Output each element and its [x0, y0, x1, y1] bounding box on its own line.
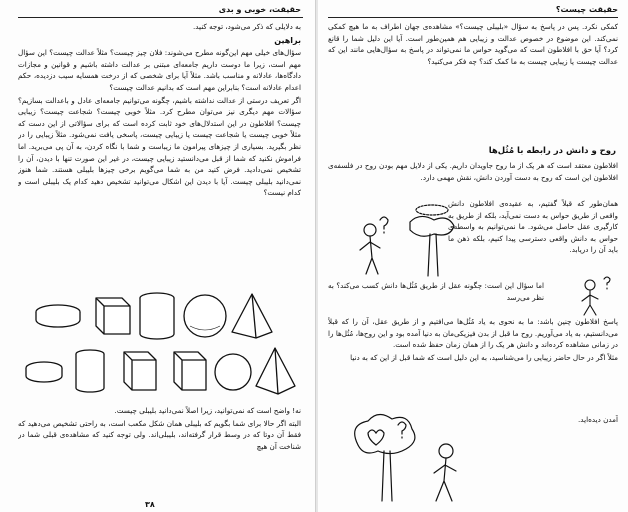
right-wrapped-text-1: [448, 198, 618, 280]
paragraph: همان‌طور که قبلاً گفتیم، به عقیده‌ی افلاطون دانش واقعی از طریق حواس به دست نمی‌آید، بلکه از طریق به کارگیری عقل حاصل می‌شود. ما نمی‌توانیم به واسطه‌ی حواس به دانش واقعی دسترسی پیدا کنیم، بلکه ذهن ما باید آن را دریابد.: [448, 199, 618, 255]
section-heading-soul-knowledge: روح و دانش در رابطه با مُثُل‌ها: [488, 146, 616, 156]
right-wrapped-text-2: [328, 280, 544, 316]
paragraph: مثلاً اگر در حال حاضر زیبایی را می‌شناسید، به این دلیل است که شما قبل از این که به دنیا: [350, 352, 618, 362]
left-top-text: [18, 21, 301, 283]
question-mark-icon: [604, 277, 610, 289]
halo-icon: [416, 205, 448, 215]
right-running-head: حقیقت چیست؟: [555, 5, 618, 14]
disc-shape: [36, 305, 80, 327]
person-body: [360, 236, 380, 274]
tree-canopy: [355, 414, 415, 453]
paragraph: اگر تعریف درستی از عدالت نداشته باشیم، چگونه می‌توانیم جامعه‌ای عادل و باعدالت بسازیم؟ سؤالات مهم دیگری نیز می‌توان مطرح کرد. مثلاً خوبی چیست؟ شجاعت چیست؟ زیبایی چیست؟ افلاطون در این استدلال‌های خود ثابت کرده است که برای سؤالاتی از این دست که مثلاً خوبی چیست یا شجاعت چیست یا زیبایی چیست، پاسخی یافت نمی‌شود. مثلاً زیبایی را در نظر بگیرید. بسیاری از چیزهای پیرامون ما زیباست و شما با نگاه کردن، به آن پی می‌برید. اما فراموش نکنید که شما از قبل می‌دانستید زیبایی چیست، در غیر این صورت تنها با دیدن، آن را تشخیص نمی‌دادید. فرض کنید من به شما می‌گویم برخی چیزها بلیبلی هستند. شما هنوز نمی‌دانید بلیبلی چیست. آیا با دیدن این اشکال می‌توانید تشخیص دهید کدام یک بلیبلی است و کدام نیست؟: [18, 95, 301, 198]
right-intro-text: [328, 21, 618, 143]
paragraph: اما سؤال این است: چگونه عقل از طریق مُثُل‌ها دانش کسب می‌کند؟ به نظر می‌رسد: [328, 281, 544, 302]
pyramid-shape: [256, 348, 295, 394]
right-paragraph-3: [328, 316, 618, 414]
question-mark-icon: [398, 422, 406, 438]
tree-trunk: [428, 234, 438, 276]
figure-with-question-mark-illustration: [560, 275, 618, 317]
sphere-shape: [215, 354, 251, 390]
cube-shape: [96, 298, 130, 334]
tree-canopy: [410, 216, 454, 236]
thinker-with-heart-tree-illustration: [328, 405, 478, 505]
disc-shape: [26, 362, 62, 382]
paragraph: سؤال‌های خیلی مهم این‌گونه مطرح می‌شوند: فلان چیز چیست؟ مثلاً عدالت چیست؟ این سؤال مهم است، زیرا ما دوست داریم جامعه‌ای مبتنی بر عدالت داشته باشیم و قوانین و مجازات دادگاه‌ها، عادلانه و مناسب باشد. مثلاً آیا برای شخصی که از درخت همسایه سیب دزدیده، حکم اعدام عادلانه است؟ بنابراین مهم است که بدانیم عدالت چیست؟: [18, 48, 301, 92]
paragraph: افلاطون معتقد است که هر یک از ما روح جاویدان داریم. یکی از دلایل مهم بودن روح در فلسفه‌ی افلاطون این است که روح به دست آوردن دانش، نقش مهمی دارد.: [328, 161, 618, 182]
paragraph: کمکی نکرد. پس در پاسخ به سؤال «بلیبلی چیست؟» مشاهده‌ی جهان اطراف به ما هیچ کمکی نمی‌کند. این موضوع در خصوص عدالت و زیبایی هم همین‌طور است. آیا این دلیل شما را قانع کرد؟ آیا حق با افلاطون است که می‌گوید حواس ما نمی‌تواند در پاسخ به سؤال‌هایی مانند این که عدالت چیست یا زیبایی چیست به ما کمک کند؟ چه فکر می‌کنید؟: [328, 22, 618, 66]
cube-shape: [124, 352, 156, 390]
page-number: ۳۸: [145, 500, 155, 509]
person-body: [434, 458, 456, 501]
intro-line: به دلایلی که ذکر می‌شود، توجه کنید.: [192, 22, 301, 31]
left-running-head: حقیقت، خوبی و بدی: [218, 5, 301, 14]
paragraph: پاسخ افلاطون چنین باشد: ما به نحوی به یاد مُثُل‌ها می‌افتیم و از طریق عقل، آن را که قبلاً می‌دانستیم، به یاد می‌آوریم. روح ما قبل از بدن فیزیکی‌مان به دنیا آمده بود و این روح‌ها، مُثُل‌ها را در زمانی مشاهده کرده‌اند و دانش هر یک را از همان زمان حفظ شده است.: [328, 317, 618, 350]
right-wrapped-text-3: [478, 414, 618, 444]
right-paragraph-2: [328, 160, 618, 198]
left-head-rule: [18, 17, 303, 18]
left-bottom-text: [18, 405, 301, 490]
paragraph: نه! واضح است که نمی‌توانید، زیرا اصلاً نمی‌دانید بلیبلی چیست.: [114, 406, 301, 415]
heart-icon: [368, 430, 384, 445]
philosopher-under-tree-illustration: [350, 200, 460, 278]
right-head-rule: [328, 17, 618, 18]
sphere-shape: [184, 295, 226, 337]
geometric-shapes-illustration: [20, 290, 300, 400]
person-head: [439, 444, 453, 458]
person-head: [364, 224, 376, 236]
paragraph: البته اگر حالا برای شما بگویم که بلیبلی همان شکل مکعب است، به راحتی تشخیص می‌دهید که فقط آن دوتا که در وسط قرار گرفته‌اند، بلیبلی‌اند. ولی توجه کنید که مشاهده‌ی قبلی شما در شناخت آن هیچ: [18, 418, 301, 451]
cube-shape: [174, 352, 206, 390]
pyramid-shape: [232, 294, 272, 338]
tree-trunk: [382, 451, 392, 501]
cylinder-shape: [140, 293, 174, 339]
section-heading-arguments: براهین: [274, 35, 301, 45]
question-mark-icon: [380, 217, 388, 233]
cylinder-shape: [76, 350, 104, 392]
paragraph: آمدن دیده‌اید.: [578, 415, 618, 424]
